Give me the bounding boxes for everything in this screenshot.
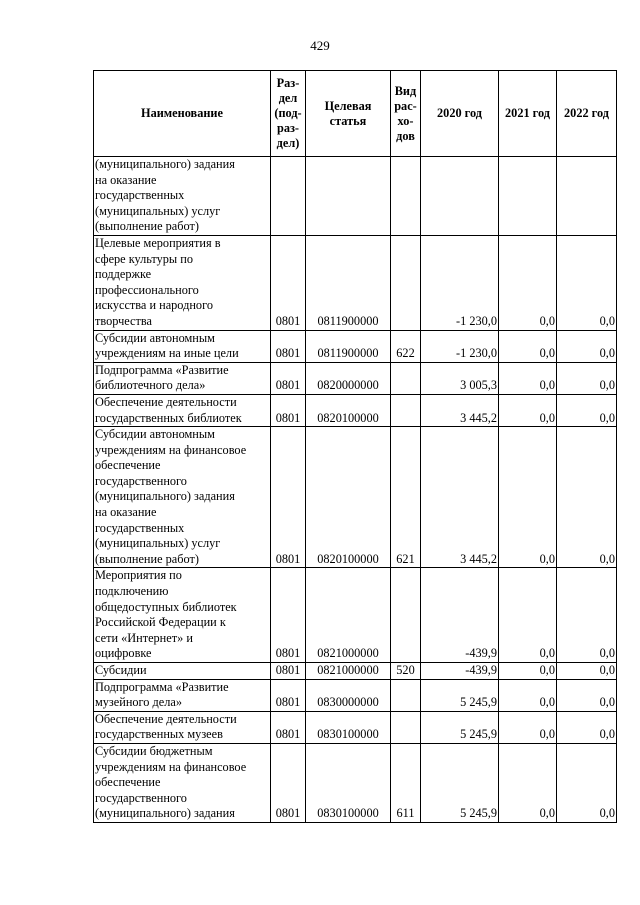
cell-target-article: 0820000000 xyxy=(306,362,391,394)
table-row xyxy=(94,663,617,680)
cell-target-article: 0821000000 xyxy=(306,663,391,680)
cell-section: 0801 xyxy=(271,394,306,426)
table-row xyxy=(94,330,617,362)
cell-name: (муниципального) задания на оказание государственных (муниципальных) услуг (выполнение работ) xyxy=(94,157,271,236)
cell-section: 0801 xyxy=(271,711,306,743)
cell-target-article xyxy=(306,157,391,236)
cell-name: Субсидии автономным учреждениям на финансовое обеспечение государственного (муниципального) задания на оказание государственных (муниципальных) услуг (выполнение работ) xyxy=(94,427,271,568)
cell-section: 0801 xyxy=(271,568,306,663)
cell-2021: 0,0 xyxy=(499,743,557,822)
table-row xyxy=(94,157,617,236)
cell-name: Субсидии xyxy=(94,663,271,680)
header-2022: 2022 год xyxy=(557,71,617,157)
header-2021: 2021 год xyxy=(499,71,557,157)
cell-2020: 5 245,9 xyxy=(421,679,499,711)
cell-2022: 0,0 xyxy=(557,330,617,362)
cell-2020: -439,9 xyxy=(421,663,499,680)
header-section: Раз- дел (под- раз- дел) xyxy=(271,71,306,157)
cell-2020: 3 445,2 xyxy=(421,394,499,426)
cell-section: 0801 xyxy=(271,330,306,362)
cell-2021 xyxy=(499,157,557,236)
cell-target-article: 0830000000 xyxy=(306,679,391,711)
cell-2021: 0,0 xyxy=(499,235,557,330)
cell-2021: 0,0 xyxy=(499,568,557,663)
cell-expense-type: 520 xyxy=(391,663,421,680)
header-name: Наименование xyxy=(94,71,271,157)
cell-expense-type xyxy=(391,394,421,426)
cell-2020: -439,9 xyxy=(421,568,499,663)
cell-2021: 0,0 xyxy=(499,427,557,568)
cell-2020: 3 005,3 xyxy=(421,362,499,394)
table-row xyxy=(94,568,617,663)
cell-expense-type: 621 xyxy=(391,427,421,568)
cell-name: Подпрограмма «Развитие музейного дела» xyxy=(94,679,271,711)
cell-2021: 0,0 xyxy=(499,394,557,426)
page-number: 429 xyxy=(310,38,330,53)
cell-2022: 0,0 xyxy=(557,235,617,330)
cell-name: Мероприятия по подключению общедоступных библиотек Российской Федерации к сети «Интернет» и оцифровке xyxy=(94,568,271,663)
cell-2020: -1 230,0 xyxy=(421,330,499,362)
cell-name: Подпрограмма «Развитие библиотечного дела» xyxy=(94,362,271,394)
cell-expense-type: 611 xyxy=(391,743,421,822)
cell-expense-type xyxy=(391,679,421,711)
cell-expense-type: 622 xyxy=(391,330,421,362)
header-expense-type: Вид рас- хо- дов xyxy=(391,71,421,157)
cell-expense-type xyxy=(391,362,421,394)
cell-2021: 0,0 xyxy=(499,711,557,743)
cell-expense-type xyxy=(391,157,421,236)
cell-name: Обеспечение деятельности государственных библиотек xyxy=(94,394,271,426)
table-row xyxy=(94,235,617,330)
cell-section: 0801 xyxy=(271,679,306,711)
cell-2022: 0,0 xyxy=(557,743,617,822)
cell-name: Субсидии бюджетным учреждениям на финансовое обеспечение государственного (муниципального) задания xyxy=(94,743,271,822)
cell-section: 0801 xyxy=(271,427,306,568)
cell-section: 0801 xyxy=(271,743,306,822)
cell-2022: 0,0 xyxy=(557,679,617,711)
cell-2021: 0,0 xyxy=(499,362,557,394)
cell-expense-type xyxy=(391,235,421,330)
cell-name: Субсидии автономным учреждениям на иные цели xyxy=(94,330,271,362)
cell-2020: 5 245,9 xyxy=(421,711,499,743)
cell-section xyxy=(271,157,306,236)
cell-2021: 0,0 xyxy=(499,679,557,711)
cell-2022 xyxy=(557,157,617,236)
cell-target-article: 0811900000 xyxy=(306,330,391,362)
table-row xyxy=(94,394,617,426)
table-row xyxy=(94,427,617,568)
cell-target-article: 0820100000 xyxy=(306,427,391,568)
cell-expense-type xyxy=(391,711,421,743)
cell-2022: 0,0 xyxy=(557,394,617,426)
table-row xyxy=(94,743,617,822)
cell-2022: 0,0 xyxy=(557,711,617,743)
table-row xyxy=(94,679,617,711)
cell-target-article: 0811900000 xyxy=(306,235,391,330)
cell-target-article: 0830100000 xyxy=(306,711,391,743)
header-2020: 2020 год xyxy=(421,71,499,157)
cell-2022: 0,0 xyxy=(557,568,617,663)
cell-2022: 0,0 xyxy=(557,362,617,394)
cell-name: Целевые мероприятия в сфере культуры по поддержке профессионального искусства и народного творчества xyxy=(94,235,271,330)
cell-section: 0801 xyxy=(271,362,306,394)
table-row xyxy=(94,362,617,394)
cell-2020: -1 230,0 xyxy=(421,235,499,330)
budget-table xyxy=(93,70,617,823)
header-target-article: Целевая статья xyxy=(306,71,391,157)
cell-2022: 0,0 xyxy=(557,427,617,568)
cell-expense-type xyxy=(391,568,421,663)
cell-section: 0801 xyxy=(271,235,306,330)
table-body xyxy=(94,157,617,823)
cell-name: Обеспечение деятельности государственных музеев xyxy=(94,711,271,743)
cell-target-article: 0830100000 xyxy=(306,743,391,822)
cell-2021: 0,0 xyxy=(499,663,557,680)
cell-2021: 0,0 xyxy=(499,330,557,362)
cell-2020 xyxy=(421,157,499,236)
cell-2022: 0,0 xyxy=(557,663,617,680)
table-header-row xyxy=(94,71,617,157)
table-row xyxy=(94,711,617,743)
cell-target-article: 0820100000 xyxy=(306,394,391,426)
cell-2020: 5 245,9 xyxy=(421,743,499,822)
cell-target-article: 0821000000 xyxy=(306,568,391,663)
cell-section: 0801 xyxy=(271,663,306,680)
cell-2020: 3 445,2 xyxy=(421,427,499,568)
